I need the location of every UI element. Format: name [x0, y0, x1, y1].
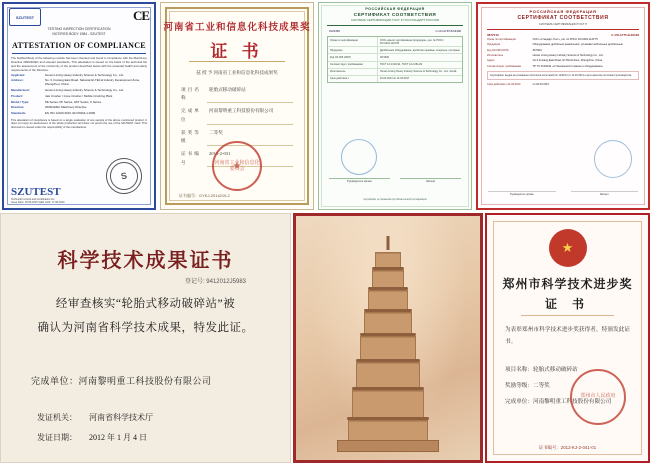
cert5-unit-value: 河南黎明重工科技股份有限公司: [78, 376, 212, 386]
cert1-field-value: Henan Liming Heavy Industry Science & Technology Co., Ltd.: [45, 72, 124, 77]
cert5-unit: [31, 374, 212, 387]
pagoda-tier: [352, 390, 424, 418]
cert2-big-title: 证 书: [210, 42, 264, 61]
cert3-number: С-CN.АГ35.В.04306: [435, 29, 461, 33]
cert3-cell-key: Срок действия с: [328, 76, 378, 82]
cert4-row-value: ТР ТС 010/2011 «О безопасности машин и оборудования»: [532, 64, 603, 68]
cert4-row-value: 48 5310: [532, 48, 542, 52]
cert2-title: 河南省工业和信息化科技成果奖: [163, 23, 311, 33]
cert2-row-value: 轮胎式移动破碎站: [207, 86, 293, 103]
cert3-cell-key: Продукция: [328, 47, 378, 53]
cert2-row-value: 2015-2-031: [207, 150, 293, 167]
cert4-row-value: Henan Liming Heavy Industry Science & Technology Co., Ltd.: [532, 54, 604, 58]
cert1-field-value: EN ISO 12100:2010, EN 60204-1:2006: [45, 111, 96, 116]
cert3-cell-key: Орган по сертификации: [328, 37, 378, 46]
cert1-field-key: Address:: [11, 78, 24, 83]
pagoda-base: [337, 440, 439, 452]
cert2-row-key: 获奖等级: [181, 129, 201, 144]
cert2-row-key: 项目名称: [181, 86, 201, 101]
cert1-field-key: Manufacturer:: [11, 87, 31, 92]
cert3-cell-value: Дробильное оборудование: дробилки щековые, конусные, роторные: [380, 48, 460, 52]
cert3-cell-value: 15.04.2014 по 14.04.2017: [380, 77, 410, 81]
pagoda-tier: [360, 336, 416, 360]
cert3-cell-value: Henan Liming Heavy Industry Science & Technology Co., Ltd., Китай: [380, 70, 457, 74]
cert1-round-stamp: S: [103, 155, 146, 198]
cert5-unit-label: 完成单位：: [31, 376, 79, 386]
cert1-field-key: Product:: [11, 93, 23, 98]
cert1-intro: The Notified Body of the following module has been checked and found in compliance with the Machinery Directive 2006/42/EC and relevant standards. This attestation is issued on the basis of the technical file and the assessment of the conformity of the product described below with the essential health and safety requirements of the Directive.: [11, 56, 147, 72]
cert7-title-line2: 证 书: [544, 297, 590, 311]
cert4-title: СЕРТИФИКАТ СООТВЕТСТВИЯ: [517, 15, 609, 21]
cert4-row-value: ООО «Стандарт-Тест», рег. № РОСС RU.0001.11АГ75: [532, 38, 598, 41]
cert5-org-value: 河南省科学技术厅: [89, 413, 153, 422]
certificate-henan-industry-award: [160, 2, 314, 210]
cert4-row-value: Оборудование дробильно-размольное: установки мобильные дробильные: [532, 43, 623, 47]
cert1-logo-subtitle: TESTING INSPECTION CERTIFICATION: [47, 27, 111, 31]
cert5-org-label: 发证机关：: [37, 413, 77, 422]
cert1-title: ATTESTATION OF COMPLIANCE: [12, 41, 146, 50]
cert1-field-value: Henan Liming Heavy Industry Science & Technology Co., Ltd.: [45, 87, 124, 92]
cert4-row-key: Адрес: [487, 59, 495, 63]
cert4-blue-stamp: [594, 140, 632, 178]
cert3-cell-value: ООО «Центр сертификации продукции», рег. № РОСС RU.0001.11АГ35: [380, 38, 444, 45]
cert3-cell-key: Изготовитель: [328, 69, 378, 75]
cert2-seal-text: ★ 河南省工业和信息化委员会: [214, 160, 260, 172]
cert7-red-seal: [570, 369, 626, 425]
pagoda-tier: [356, 362, 420, 388]
cert7-row: 项目名称：轮胎式移动破碎站: [505, 367, 578, 373]
cert5-register-number: 登记号: 9412012J5983: [184, 279, 246, 285]
cert4-signature-right: Эксперт: [571, 191, 639, 196]
cert4-row-key: Код ОК 005 (ОКП): [487, 48, 509, 52]
cert1-field-key: Applicant:: [11, 72, 26, 77]
cert1-date-line: Issue Date: 18.06.2015 Valid Until: 17.06.2020: [11, 201, 65, 204]
cert7-divider: [521, 315, 614, 316]
cert4-basis-box: Сертификат выдан на основании протокола испытаний № 1245/14 от 12.03.2014 и акта анализа состояния производства.: [487, 71, 639, 80]
cert2-red-seal: [212, 141, 262, 191]
cert3-border: [321, 5, 469, 207]
cert1-footer: [4, 186, 154, 204]
cert1-org-subtitle: Technical Control and Certification Inc.: [11, 198, 56, 201]
cert7-row: 奖励等级：二等奖: [505, 383, 550, 389]
cert1-field-key: Standards:: [11, 111, 27, 116]
cert3-subtitle: СИСТЕМА СЕРТИФИКАЦИИ ГОСТ Р ГОССТАНДАРТ РОССИИ: [351, 18, 439, 22]
cert4-blank-number: 0872743: [487, 33, 499, 37]
cert3-signature-right: Эксперт: [400, 178, 461, 183]
cert1-field-key: Directive:: [11, 105, 25, 110]
cert3-cell-value: ГОСТ 12.2.003-91, ГОСТ 12.2.061-81: [380, 63, 423, 66]
pagoda-icon: [342, 250, 434, 446]
pagoda-tier: [368, 290, 408, 310]
cert3-footer-note: Сертификат не применим при обязательной сертификации: [363, 199, 427, 201]
cert3-blue-stamp: [341, 139, 377, 175]
cert4-country: РОССИЙСКАЯ ФЕДЕРАЦИЯ: [529, 9, 597, 14]
cert2-row: [181, 107, 293, 124]
cert3-blank-number: 0123456: [329, 29, 340, 33]
cert3-cell-value: 48 5300: [380, 55, 390, 59]
ce-mark-icon: CE: [132, 8, 149, 23]
cert2-serial-number: 证书编号：GYKJ-2014215-2: [179, 193, 230, 198]
cert2-row-value: 二等奖: [207, 129, 293, 146]
cert7-body: 为表彰郑州市科学技术进步奖获得者，特颁发此证书。: [505, 327, 630, 345]
cert3-title: СЕРТИФИКАТ СООТВЕТСТВИЯ: [353, 12, 437, 17]
cert4-row-key: Продукция: [487, 43, 500, 47]
cert1-field-value: Jaw Crusher / Cone Crusher / Mobile Crushing Plant: [45, 93, 113, 98]
cert4-number: C-CN.АГ75.В.00128: [611, 33, 639, 37]
cert3-country: РОССИЙСКАЯ ФЕДЕРАЦИЯ: [365, 7, 425, 11]
cert4-signature-left: Руководитель органа: [488, 191, 556, 196]
cert1-field-value: PE Series, PF Series, HST Series, K Series: [45, 99, 102, 104]
cert1-org-name: SZUTEST: [11, 186, 61, 198]
cert2-row-key: 证书编号: [181, 151, 201, 165]
cert1-field-key: Model / Type:: [11, 99, 30, 104]
cert5-date-value: 2012 年 1 月 4 日: [89, 433, 147, 442]
national-emblem-icon: ★: [549, 229, 587, 267]
cert2-row-value: 河南黎明重工科技股份有限公司: [207, 107, 293, 124]
cert4-row-key: Орган по сертификации: [487, 38, 516, 41]
cert3-signature-left: Руководитель органа: [329, 178, 390, 183]
certificate-zhengzhou-progress-award: [485, 213, 650, 463]
cert1-disclaimer: This attestation of compliance is based on a single evaluation of one sample of the above mentioned product. It does not imply an assessment of the whole production and does not permit the use of the SZUTEST mark. This document is issued under the responsibility of the manufacturer.: [11, 118, 147, 129]
certificate-russian-gost-red: [476, 2, 650, 210]
cert5-title: 科学技术成果证书: [57, 250, 234, 272]
cert4-row-key: Изготовитель: [487, 54, 504, 58]
pagoda-spire: [387, 236, 390, 250]
cert3-signature-row: [329, 178, 461, 183]
cert7-row: 完成单位：河南黎明重工科技股份有限公司: [505, 399, 612, 405]
cert5-body-line2: 确认为河南省科学技术成果，特发此证。: [37, 322, 254, 335]
cert1-field-value: No. 3, Fuxiang East Road, National HI-TECH Industry Development Zone, Zhengzhou, China: [45, 78, 140, 87]
cert3-cell-key: Соответствует требованиям: [328, 62, 378, 68]
certificate-science-tech-achievement: [0, 213, 291, 463]
cert2-divider: [189, 61, 285, 62]
cert4-subtitle: СИСТЕМА СЕРТИФИКАЦИИ ГОСТ Р: [538, 22, 588, 26]
cert3-cell-key: Код ОК 005 (ОКП): [328, 54, 378, 60]
cert2-subtitle: 兹 授 予 河南省工业和信息化科技成果奖: [196, 70, 278, 75]
cert7-seal-text: 郑州市人民政府: [580, 393, 616, 400]
cert4-row-key: Соответствует требованиям: [487, 64, 521, 68]
pagoda-tier: [375, 252, 401, 268]
cert5-body: [35, 292, 256, 340]
cert5-body-line1: 经审查核实“轮胎式移动破碎站”被: [55, 298, 236, 310]
certificate-russian-gost-green: [318, 2, 472, 210]
cert7-serial-number: 证书编号：2012-KJ-2-041-01: [538, 445, 597, 450]
pagoda-tier: [372, 270, 404, 288]
cert2-row-key: 完成单位: [181, 108, 201, 122]
pagoda-tier: [364, 312, 412, 334]
cert4-valid-to: по 20.03.2017: [532, 83, 550, 87]
cert4-valid-from: Срок действия с 21.03.2014: [487, 83, 521, 87]
cert7-title-line1: 郑州市科学技术进步奖: [502, 277, 633, 291]
certificate-szutest-attestation: [2, 2, 156, 210]
cert2-row: [181, 86, 293, 103]
cert4-signature-row: [488, 191, 638, 196]
cert1-field-value: 2006/42/EC Machinery Directive: [45, 105, 87, 110]
pagoda-artwork-panel: [293, 213, 483, 463]
cert4-row-value: No.3 Fuxiang East Road, HI-TECH Zone, Zhengzhou, China: [532, 59, 603, 63]
cert5-date-label: 发证日期：: [37, 433, 77, 442]
szutest-logo: SZUTEST: [9, 8, 41, 26]
cert1-notified-body: NOTIFIED BODY 1984 - SZUTEST: [52, 32, 106, 36]
